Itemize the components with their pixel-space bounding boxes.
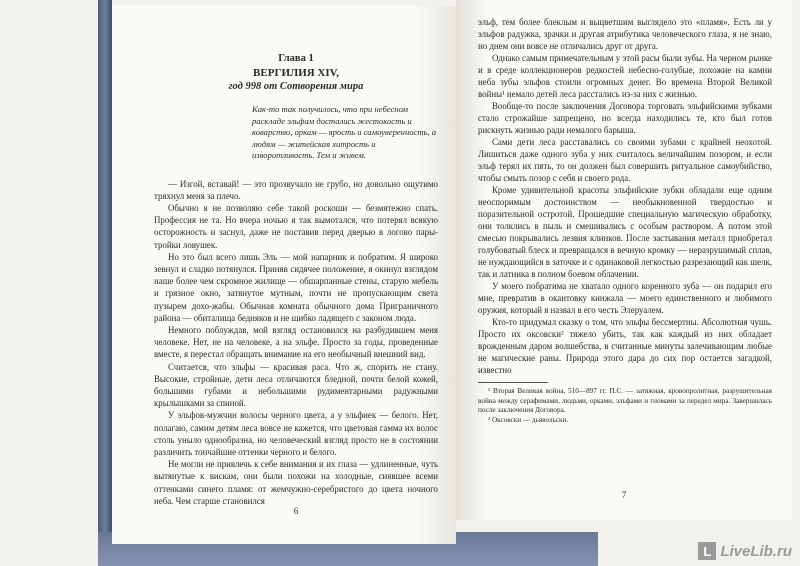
footnote: ² Оксовски — дьявольски. bbox=[488, 415, 569, 424]
paragraph: эльф, тем более блеклым и выцветшим выглядело это «пламя». Есть ли у эльфов радужка, зрачки и другая атрибутика человеческого глаза, я не знаю, но днем они вовсе не отличались друг от друга. bbox=[478, 17, 772, 51]
chapter-title: Глава 1 bbox=[278, 53, 314, 64]
chapter-subtitle: ВЕРГИЛИЯ XIV, bbox=[253, 67, 339, 79]
paragraph: Однако самым примечательным у этой расы были зубы. На черном рынке и в среде коллекционеров редкостей небесно-голубые, похожие на камни неба зубы эльфов стоили огромных денег. Во времена Второй Великой войны¹ немало детей леса расстались из-за них с жизнью. bbox=[478, 53, 772, 99]
paragraph: Сами дети леса расставались со своими зубами с крайней неохотой. Лишиться даже одного зуба у них считалось величайшим позором, и если эльф терял их пять, то он должен был совершить ритуальное самоубийство, чтобы смыть позор с себя и своего рода. bbox=[478, 137, 772, 183]
page-number: 7 bbox=[621, 490, 627, 500]
paragraph: Обычно я не позволяю себе такой роскоши — безмятежно спать. Профессия не та. Но вчера ночью я так вымотался, что потерял всякую осторожность и заснул, даже не поставив перед дверью в логово пары-тройки ловушек. bbox=[154, 202, 438, 250]
footnote-divider bbox=[478, 382, 548, 383]
paragraph: У моего побратима не хватало одного коренного зуба — он подарил его мне, превратив в окантовку кинжала — моего единственного и любимого оружия, который я назвал в его честь Элеруалем. bbox=[478, 281, 772, 315]
epigraph: Как-то так получилось, что при небесном раскладе эльфам достались жестокость и коварство, оркам — ярость и самоуверенность, а людям — житейская хитрость и изворотливость. Тем и живем. bbox=[252, 104, 437, 160]
page-number: 6 bbox=[293, 506, 299, 516]
livelib-logo-icon: L bbox=[698, 542, 716, 560]
watermark-text: LiveLib.ru bbox=[720, 542, 792, 560]
paragraph: Но это был всего лишь Эль — мой напарник и побратим. Я широко зевнул и сладко потянулся. Приняв сидячее положение, я окинул взглядом наше более чем скромное жилище — обшарпанные стены, старую мебель и грязное окно, затянутое мутным, почти не пропускающим света пузырем дохо-жабы. Обычная комната обычного дома Приграничного района — обиталища бедняков и не шибко ладящего с законом люда. bbox=[154, 251, 438, 323]
paragraph: Кто-то придумал сказку о том, что эльфы бессмертны. Абсолютная чушь. Просто их оксовски² тяжело убить, так как каждый из них обладает врожденным даром волшебства, в считанные минуты залечивающим любые не магические раны. Природа этого дара до сих пор остается загадкой, известно bbox=[478, 317, 772, 375]
paragraph: Немного поблуждав, мой взгляд остановился на разбудившем меня человеке. Нет, не на человеке, а на эльфе. Просто за годы, проведенные вместе, я перестал обращать внимание на его необычный внешний вид. bbox=[154, 324, 438, 360]
left-page bbox=[112, 6, 456, 544]
paragraph: Не могли не привлечь к себе внимания и их глаза — удлиненные, чуть вытянутые к вискам, они были похожи на холодные, сиявшее всеми оттенками синего пламя: от жемчужно-серебристого до цвета ночного неба. Чем старше становился bbox=[154, 459, 438, 506]
right-page bbox=[456, 0, 792, 520]
paragraph: Считается, что эльфы — красивая раса. Что ж, спорить не стану. Высокие, стройные, дети леса отличаются бледной, почти белой кожей, большими губами и небольшими рудиментарными радужными крылышками за спиной. bbox=[154, 361, 438, 409]
paragraph: — Изгой, вставай! — это прозвучало не грубо, но довольно ощутимо тряхнул меня за плечо. bbox=[154, 178, 438, 201]
book-binding bbox=[98, 0, 112, 566]
paragraph: У эльфов-мужчин волосы черного цвета, а у эльфиек — белого. Нет, полагаю, самим детям леса вовсе не кажется, что цветовая гамма их волос столь уныло однообразна, но человеческий взгляд просто не в состоянии различить тончайшие оттенки черного и белого. bbox=[154, 410, 438, 457]
chapter-date: год 998 от Сотворения мира bbox=[228, 81, 364, 92]
paragraph: Кроме удивительной красоты эльфийские зубки обладали еще одним неоспоримым достоинством — необыкновенной твердостью и поразительной остротой. Прошедшие специальную магическую обработку, они толклись в пыль и смешивались с особым раствором. А потом этой смесью покрывались лезвия клинков. После застывания металл приобретал голубоватый блеск и превращался в вечную кромку — неразрушимый сплав, не нуждающийся в заточке и с одинаковой легкостью разрезающий как шелк, так и латника в полном боевом облачении. bbox=[478, 185, 772, 279]
footnote: ¹ Вторая Великая война, 510—897 гг. П.С. — затяжная, кровопролитная, разрушительная война между серафимами, людьми, орками, эльфами и гномами за передел мира. Завершилась после заключения Договора. bbox=[478, 387, 772, 415]
paragraph: Вообще-то после заключения Договора торговать эльфийскими зубками стало строжайше запрещено, но всегда находились те, кто был готов рискнуть жизнью ради немалого барыша. bbox=[478, 101, 772, 135]
watermark bbox=[698, 542, 792, 560]
